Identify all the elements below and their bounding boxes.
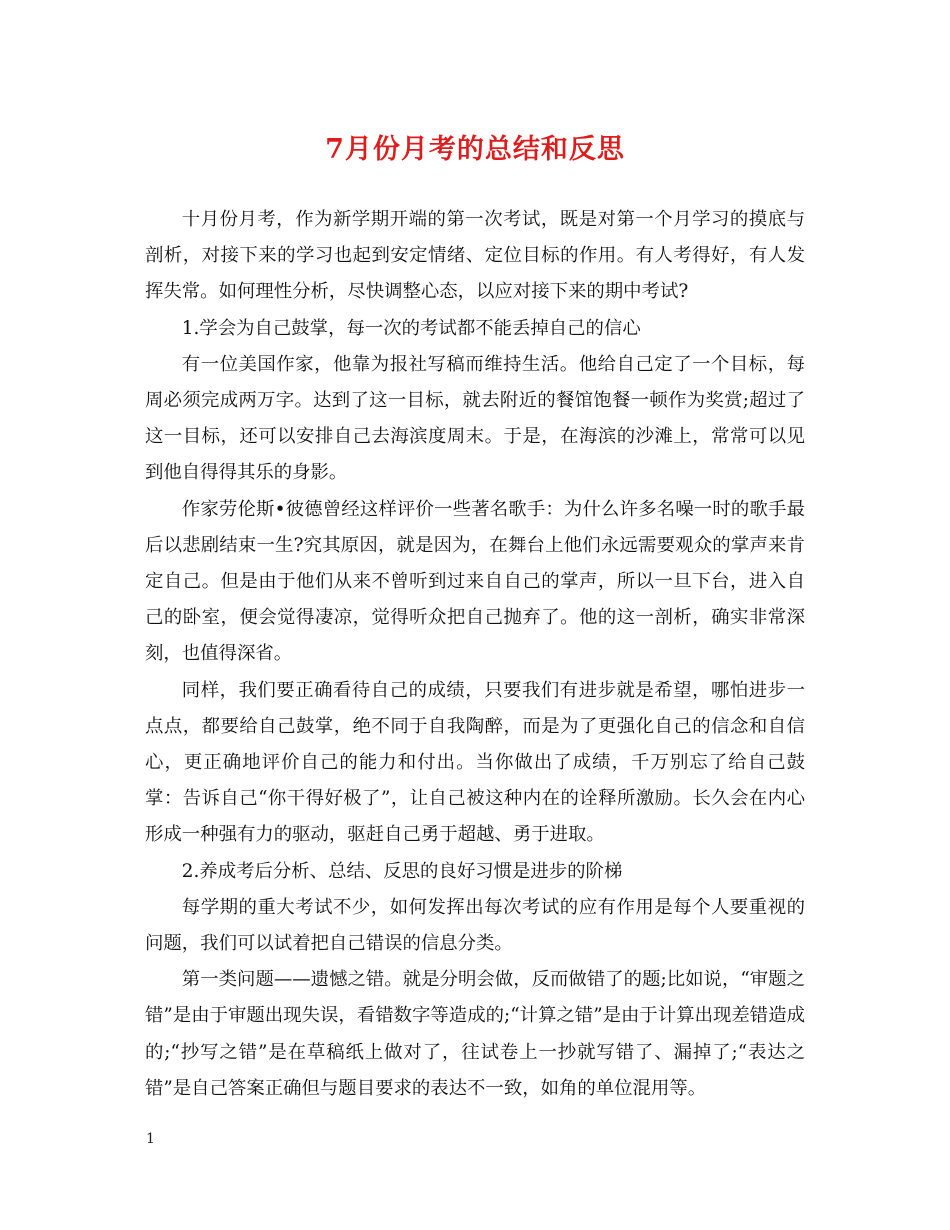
paragraph-classify-errors: 每学期的重大考试不少，如何发挥出每次考试的应有作用是每个人要重视的问题，我们可以试着把自己错误的信息分类。 <box>145 896 805 955</box>
paragraph-applaud-yourself: 同样，我们要正确看待自己的成绩，只要我们有进步就是希望，哪怕进步一点点，都要给自己鼓掌，绝不同于自我陶醉，而是为了更强化自己的信念和自信心，更正确地评价自己的能力和付出。当你做出了成绩，千万别忘了给自己鼓掌：告诉自己“你干得好极了”，让自己被这种内在的诠释所激励。长久会在内心形成一种强有力的驱动，驱赶自己勇于超越、勇于进取。 <box>145 679 805 846</box>
paragraph-writer-story: 有一位美国作家，他靠为报社写稿而维持生活。他给自己定了一个目标，每周必须完成两万字。达到了这一目标，就去附近的餐馆饱餐一顿作为奖赏;超过了这一目标，还可以安排自己去海滨度周末。于是，在海滨的沙滩上，常常可以见到他自得得其乐的身影。 <box>145 353 805 484</box>
section-heading-2: 2.养成考后分析、总结、反思的良好习惯是进步的阶梯 <box>181 860 623 882</box>
page-number: 1 <box>146 1131 155 1147</box>
document-body <box>145 202 805 1107</box>
paragraph-first-type-errors: 第一类问题——遗憾之错。就是分明会做，反而做错了的题;比如说，“审题之错”是由于审题出现失误，看错数字等造成的;“计算之错”是由于计算出现差错造成的;“抄写之错”是在草稿纸上做对了，往试卷上一抄就写错了、漏掉了;“表达之错”是自己答案正确但与题目要求的表达不一致，如角的单位混用等。 <box>145 969 805 1099</box>
page-title: 7月份月考的总结和反思 <box>325 134 625 165</box>
paragraph-intro: 十月份月考，作为新学期开端的第一次考试，既是对第一个月学习的摸底与剖析，对接下来的学习也起到安定情绪、定位目标的作用。有人考得好，有人发挥失常。如何理性分析，尽快调整心态，以应对接下来的期中考试? <box>145 209 805 303</box>
paragraph-lawrence-peter: 作家劳伦斯•彼德曾经这样评价一些著名歌手：为什么许多名噪一时的歌手最后以悲剧结束一生?究其原因，就是因为，在舞台上他们永远需要观众的掌声来肯定自己。但是由于他们从来不曾听到过来自自己的掌声，所以一旦下台，进入自己的卧室，便会觉得凄凉，觉得听众把自己抛弃了。他的这一剖析，确实非常深刻，也值得深省。 <box>145 498 805 665</box>
section-heading-1: 1.学会为自己鼓掌，每一次的考试都不能丢掉自己的信心 <box>181 317 641 339</box>
